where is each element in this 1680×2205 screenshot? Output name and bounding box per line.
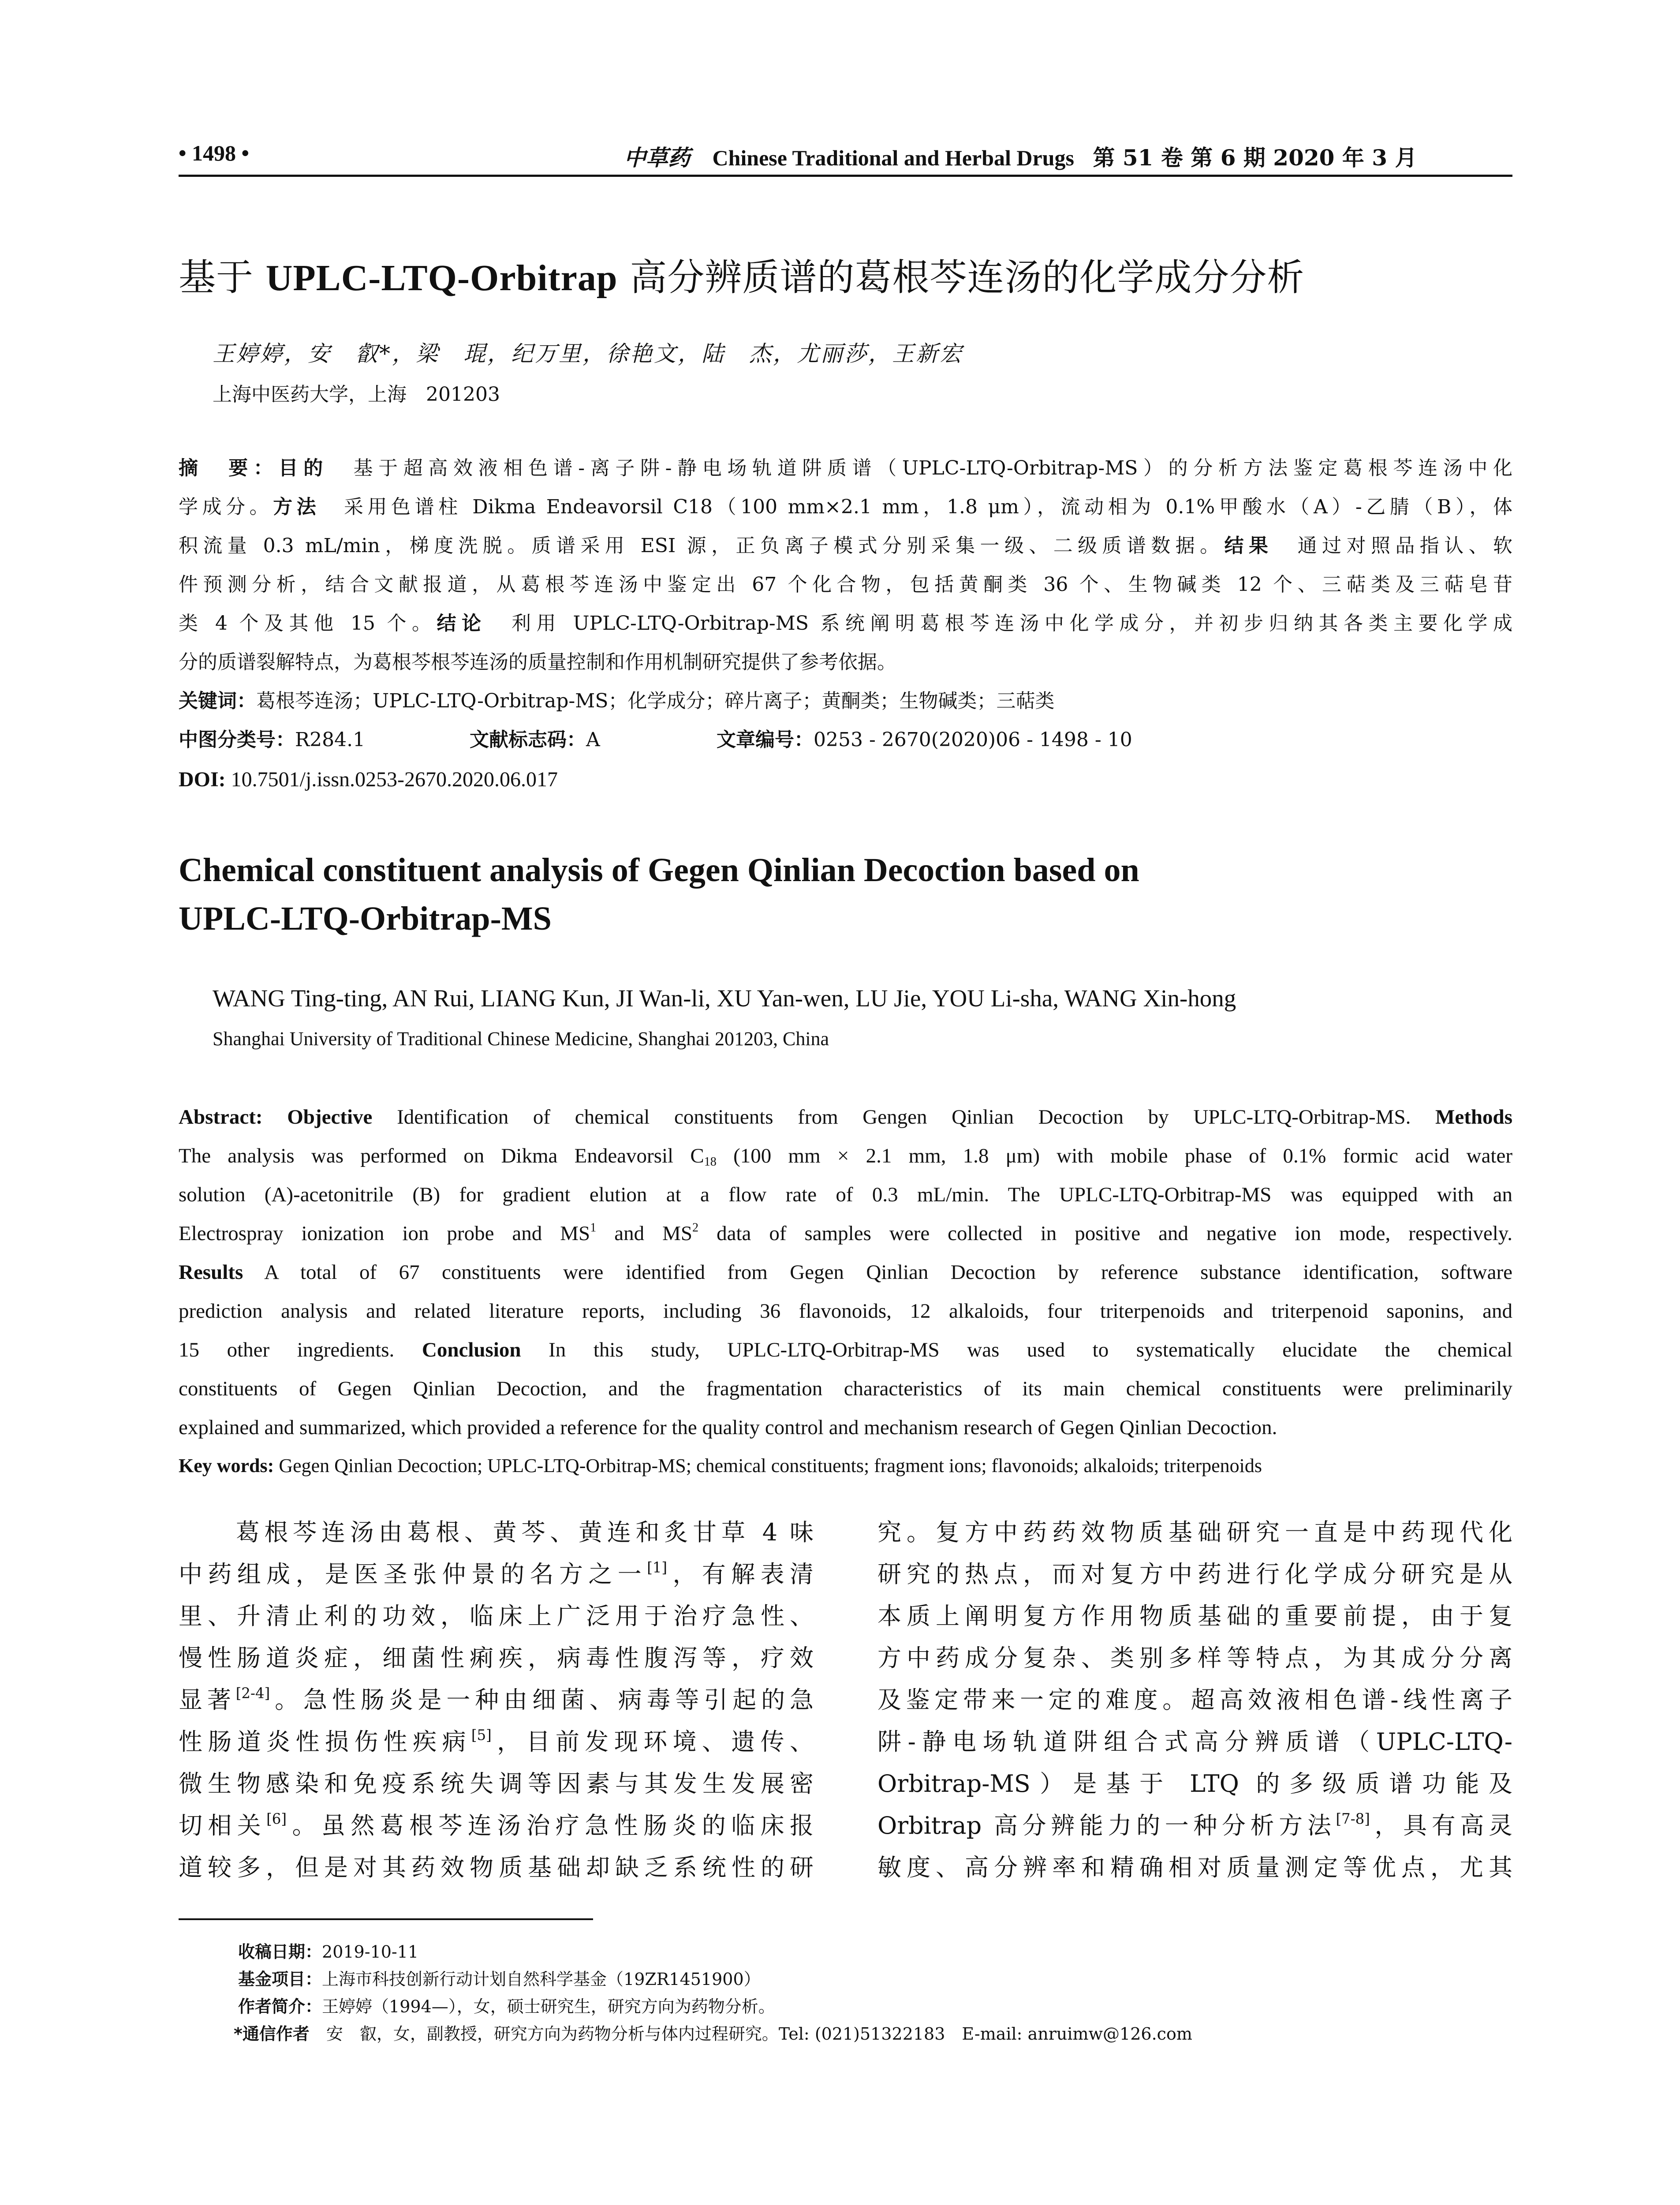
received-value: 2019-10-11 [322, 1942, 419, 1962]
body-line: 道较多，但是对其药效物质基础却缺乏系统性的研 [179, 1854, 814, 1881]
conclusion-label: 结论 [437, 612, 487, 635]
abstract-cn-text: 通过对照品指认、软 [1297, 534, 1513, 557]
corr-value: 安 叡，女，副教授，研究方向为药物分析与体内过程研究。Tel: (021)51322183 E-mail: anruimw@126.com [326, 2024, 1192, 2044]
abstract-cn-text: 积流量 0.3 mL/min，梯度洗脱。质谱采用 ESI 源，正负离子模式分别采集一级、二级质谱数据。 [179, 534, 1225, 557]
methods-en-label: Methods [1435, 1106, 1512, 1129]
abstract-cn-text: 基于超高效液相色谱-离子阱-静电场轨道阱质谱（UPLC-LTQ-Orbitrap-MS）的分析方法鉴定葛根芩连汤中化 [353, 457, 1512, 479]
footnote-fund [238, 1966, 761, 1990]
authors-cn: 王婷婷，安 叡*，梁 琨，纪万里，徐艳文，陆 杰，尤丽莎，王新宏 [213, 341, 963, 366]
article-number [717, 730, 1132, 750]
received-label: 收稿日期： [238, 1942, 322, 1962]
affiliation-cn: 上海中医药大学，上海 201203 [213, 383, 500, 406]
abstract-en [179, 1107, 1512, 1486]
keywords-en-label: Key words: [179, 1455, 274, 1476]
body-column-right [877, 1518, 1512, 1900]
body-line: 研究的热点，而对复方中药进行化学成分研究是从 [877, 1560, 1512, 1588]
body-line: 里、升清止利的功效，临床上广泛用于治疗急性、 [179, 1602, 814, 1630]
body-line: 性肠道炎性损伤性疾病[5]，目前发现环境、遗传、 [179, 1727, 814, 1756]
keywords-cn-text: 葛根芩连汤；UPLC-LTQ-Orbitrap-MS；化学成分；碎片离子；黄酮类；生物碱类；三萜类 [256, 690, 1055, 712]
body-line: 切相关[6]。虽然葛根芩连汤治疗急性肠炎的临床报 [179, 1810, 814, 1839]
methods-label: 方法 [273, 496, 321, 518]
abstract-en-text: A total of 67 constituents were identified from Gegen Qinlian Decoction by reference substance identification, software [264, 1261, 1512, 1284]
body-line: 本质上阐明复方作用物质基础的重要前提，由于复 [877, 1602, 1512, 1630]
abstract-cn-line [179, 497, 1512, 517]
abstract-en-line: solution (A)-acetonitrile (B) for gradient elution at a flow rate of 0.3 mL/min. The UPLC-LTQ-Orbitrap-MS was equipped with an [179, 1183, 1512, 1206]
doi-value: 10.7501/j.issn.0253-2670.2020.06.017 [231, 768, 558, 791]
author-value: 王婷婷（1994—），女，硕士研究生，研究方向为药物分析。 [322, 1997, 775, 2016]
results-label: 结果 [1224, 534, 1273, 557]
abstract-en-line: The analysis was performed on Dikma Endeavorsil $C_{18}$ (100 mm × 2.1 mm, 1.8 μm) with mobile phase of 0.1% formic acid water [179, 1144, 1513, 1169]
art-label: 文章编号： [717, 729, 814, 751]
body-line: Orbitrap-MS）是基于 LTQ 的多级质谱功能及 [877, 1770, 1512, 1798]
abstract-en-text: 15 other ingredients. [179, 1338, 395, 1361]
affiliation-en: Shanghai University of Traditional Chinese Medicine, Shanghai 201203, China [213, 1028, 829, 1050]
footnote-author [238, 1993, 775, 2017]
footnote-corresponding [234, 2020, 1192, 2044]
journal-name-en: Chinese Traditional and Herbal Drugs [712, 146, 1074, 170]
conclusion-en-label: Conclusion [422, 1338, 521, 1361]
body-line: 中药组成，是医圣张仲景的名方之一[1]，有解表清 [179, 1559, 814, 1588]
journal-issue: 第 51 卷 第 6 期 2020 年 3 月 [1093, 145, 1417, 171]
abstract-en-line: prediction analysis and related literature reports, including 36 flavonoids, 12 alkaloids, four triterpenoids and triterpenoid saponins, and [179, 1300, 1512, 1323]
doi-line [179, 769, 558, 790]
fund-label: 基金项目： [238, 1970, 322, 1989]
body-line: Orbitrap 高分辨能力的一种分析方法[7-8]，具有高灵 [877, 1810, 1512, 1839]
footnote-rule [179, 1918, 593, 1920]
body-column-left [179, 1518, 814, 1900]
abstract-cn-line: 件预测分析，结合文献报道，从葛根芩连汤中鉴定出 67 个化合物，包括黄酮类 36 个、生物碱类 12 个、三萜类及三萜皂苷 [179, 573, 1512, 596]
title-cn [179, 248, 1304, 301]
abstract-en-line [179, 1340, 1512, 1360]
abstract-cn-line [179, 536, 1512, 556]
abstract-cn-text: 采用色谱柱 Dikma Endeavorsil C18（100 mm×2.1 mm，1.8 μm），流动相为 0.1%甲酸水（A）-乙腈（B），体 [343, 496, 1513, 518]
journal-name-cn: 中草药 [624, 145, 690, 171]
title-en-line: Chemical constituent analysis of Gegen Qinlian Decoction based on [179, 852, 1139, 889]
abstract-en-label: Abstract: Objective [179, 1106, 373, 1129]
abstract-en-text: Identification of chemical constituents from Gengen Qinlian Decoction by UPLC-LTQ-Orbitrap-MS. [397, 1106, 1411, 1129]
body-line: 究。复方中药药效物质基础研究一直是中药现代化 [877, 1518, 1512, 1546]
clc-value: R284.1 [295, 729, 366, 751]
keywords-cn-label: 关键词： [179, 690, 256, 712]
art-value: 0253 - 2670(2020)06 - 1498 - 10 [814, 729, 1132, 751]
keywords-en [179, 1456, 1262, 1476]
doc-label: 文献标志码： [470, 729, 586, 751]
keywords-en-text: Gegen Qinlian Decoction; UPLC-LTQ-Orbitrap-MS; chemical constituents; fragment ions; flavonoids; alkaloids; triterpenoids [279, 1455, 1262, 1476]
abstract-en-line: Electrospray ionization ion probe and $MS^1$ and $MS^2$ data of samples were collected in positive and negative ion mode, respectively. [179, 1221, 1512, 1245]
body-line: 葛根芩连汤由葛根、黄芩、黄连和炙甘草 4 味 [179, 1518, 814, 1546]
corr-label: *通信作者 [234, 2024, 310, 2044]
clc-label: 中图分类号： [179, 729, 295, 751]
doc-value: A [586, 729, 600, 751]
keywords-cn [179, 691, 1055, 711]
abstract-en-line: constituents of Gegen Qinlian Decoction, and the fragmentation characteristics of its main chemical constituents were preliminarily [179, 1377, 1512, 1400]
running-header [179, 140, 1512, 176]
doi-label: DOI: [179, 768, 226, 791]
abstract-cn-text: 利用 UPLC-LTQ-Orbitrap-MS 系统阐明葛根芩连汤中化学成分，并初步归纳其各类主要化学成 [511, 612, 1513, 635]
abstract-cn-line [179, 459, 1512, 478]
title-cn-post: 高分辨质谱的葛根芩连汤的化学成分分析 [617, 256, 1305, 299]
abstract-en-line [179, 1107, 1512, 1128]
abstract-cn-text: 学成分。 [179, 496, 273, 518]
abstract-en-text: In this study, UPLC-LTQ-Orbitrap-MS was used to systematically elucidate the chemical [549, 1338, 1513, 1361]
classification-line [179, 730, 365, 750]
body-line: 微生物感染和免疫系统失调等因素与其发生发展密 [179, 1770, 814, 1798]
abstract-cn-line: 分的质谱裂解特点，为葛根芩根芩连汤的质量控制和作用机制研究提供了参考依据。 [179, 651, 896, 673]
body-line: 方中药成分复杂、类别多样等特点，为其成分分离 [877, 1644, 1512, 1672]
body-line: 慢性肠道炎症，细菌性痢疾，病毒性腹泻等，疗效 [179, 1644, 814, 1672]
title-cn-pre: 基于 [179, 256, 266, 299]
journal-name [624, 140, 1417, 172]
title-en-line: UPLC-LTQ-Orbitrap-MS [179, 900, 552, 937]
abstract-cn-text: 类 4 个及其他 15 个。 [179, 612, 437, 635]
doc-code [470, 730, 600, 750]
results-en-label: Results [179, 1261, 243, 1284]
body-line: 敏度、高分辨率和精确相对质量测定等优点，尤其 [877, 1854, 1512, 1881]
abstract-cn-line [179, 614, 1512, 633]
abstract-cn-label: 摘 要： [179, 457, 279, 479]
body-line: 及鉴定带来一定的难度。超高效液相色谱-线性离子 [877, 1686, 1512, 1714]
author-label: 作者简介： [238, 1997, 322, 2016]
fund-value: 上海市科技创新行动计划自然科学基金（19ZR1451900） [322, 1970, 761, 1989]
abstract-en-line [179, 1262, 1512, 1283]
abstract-cn [179, 459, 1512, 811]
body-line: 显著[2-4]。急性肠炎是一种由细菌、病毒等引起的急 [179, 1685, 814, 1714]
page-number: • 1498 • [179, 141, 250, 165]
abstract-en-line: explained and summarized, which provided a reference for the quality control and mechanism research of Gegen Qinlian Decoction. [179, 1416, 1277, 1439]
header-rule [179, 175, 1512, 177]
footnote-received [238, 1938, 418, 1962]
objective-label: 目的 [278, 457, 329, 479]
body-line: 阱-静电场轨道阱组合式高分辨质谱（UPLC-LTQ- [877, 1728, 1512, 1756]
title-cn-en-part: UPLC-LTQ-Orbitrap [265, 258, 618, 299]
authors-en: WANG Ting-ting, AN Rui, LIANG Kun, JI Wan-li, XU Yan-wen, LU Jie, YOU Li-sha, WANG Xin-hong [213, 985, 1236, 1012]
